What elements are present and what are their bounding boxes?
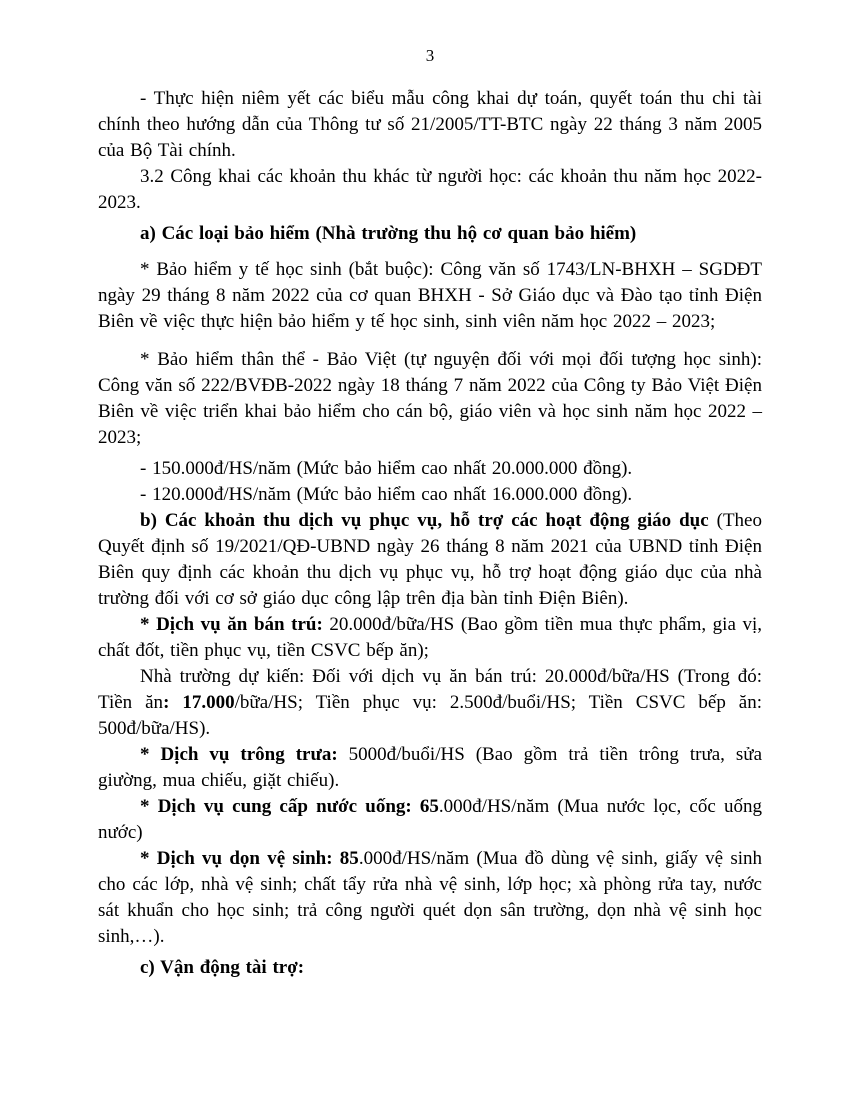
para-dich-vu-nuoc-uong <box>98 794 762 846</box>
para-bao-hiem-than-the <box>98 347 762 451</box>
text-run: * Bảo hiểm thân thể - Bảo Việt (tự nguyện đối với mọi đối tượng học sinh): Công văn số 222/BVĐB-2022 ngày 18 tháng 7 năm 2022 của Công ty Bảo Việt Điện Biên về việc triển khai bảo hiểm cho cán bộ, giáo viên và học sinh năm học 2022 – 2023; <box>98 349 762 448</box>
text-run: - 150.000đ/HS/năm (Mức bảo hiểm cao nhất 20.000.000 đồng). <box>140 458 633 479</box>
para-circular-21-2005 <box>98 86 762 164</box>
text-run: (Theo Quyết định số 19/2021/QĐ-UBND ngày 26 tháng 8 năm 2021 của UBND tỉnh Điện Biên quy định các khoản thu dịch vụ phục vụ, hỗ trợ hoạt động giáo dục của nhà trường đối với cơ sở giáo dục công lập trên địa bàn tỉnh Điện Biên). <box>98 510 762 609</box>
line-muc-phi-150 <box>98 456 762 482</box>
line-muc-phi-120 <box>98 482 762 508</box>
text-run: 20.000đ/bữa/HS (Bao gồm tiền mua thực phẩm, gia vị, chất đốt, tiền phục vụ, tiền CSVC bếp ăn); <box>98 614 762 661</box>
document-body <box>98 86 762 981</box>
text-run: .000đ/HS/năm (Mua nước lọc, cốc uống nước) <box>98 796 762 843</box>
text-run-bold: * Dịch vụ trông trưa: <box>140 744 338 765</box>
text-run: * Bảo hiểm y tế học sinh (bắt buộc): Công văn số 1743/LN-BHXH – SGDĐT ngày 29 tháng 8 năm 2022 của cơ quan BHXH - Sở Giáo dục và Đào tạo tỉnh Điện Biên về việc thực hiện bảo hiểm y tế học sinh, sinh viên năm học 2022 – 2023; <box>98 259 762 332</box>
text-run-bold: * Dịch vụ ăn bán trú: <box>140 614 323 635</box>
text-run-bold: b) Các khoản thu dịch vụ phục vụ, hỗ trợ các hoạt động giáo dục <box>140 510 709 531</box>
text-run-bold: * Dịch vụ dọn vệ sinh: 85 <box>140 848 359 869</box>
heading-a-cac-loai-bao-hiem <box>98 221 762 247</box>
text-run: 3.2 Công khai các khoản thu khác từ người học: các khoản thu năm học 2022-2023. <box>98 166 762 213</box>
para-dich-vu-don-ve-sinh <box>98 846 762 950</box>
text-run-bold: a) Các loại bảo hiểm (Nhà trường thu hộ cơ quan bảo hiểm) <box>140 223 637 244</box>
para-dich-vu-trong-trua <box>98 742 762 794</box>
text-run-bold: c) Vận động tài trợ: <box>140 957 305 978</box>
text-run: /bữa/HS; Tiền phục vụ: 2.500đ/buổi/HS; Tiền CSVC bếp ăn: 500đ/bữa/HS). <box>98 692 763 739</box>
text-run: .000đ/HS/năm (Mua đồ dùng vệ sinh, giấy vệ sinh cho các lớp, nhà vệ sinh; chất tẩy rửa nhà vệ sinh, lớp học; xà phòng rửa tay, nước sát khuẩn cho học sinh; trả công người quét dọn sân trường, dọn nhà vệ sinh học sinh,…). <box>98 848 762 947</box>
text-run: Nhà trường dự kiến: Đối với dịch vụ ăn bán trú: 20.000đ/bữa/HS (Trong đó: Tiền ăn <box>98 666 762 713</box>
heading-b-khoan-thu-dich-vu <box>98 508 762 612</box>
text-run-bold: * Dịch vụ cung cấp nước uống: 65 <box>140 796 439 817</box>
text-run: - 120.000đ/HS/năm (Mức bảo hiểm cao nhất 16.000.000 đồng). <box>140 484 633 505</box>
page-number: 3 <box>425 46 435 65</box>
para-dich-vu-an-ban-tru <box>98 612 762 664</box>
text-run: 5000đ/buổi/HS (Bao gồm trả tiền trông trưa, sửa giường, mua chiếu, giặt chiếu). <box>98 744 763 791</box>
text-run-bold: : 17.000 <box>163 692 235 713</box>
para-bao-hiem-y-te <box>98 257 762 335</box>
para-nha-truong-du-kien <box>98 664 762 742</box>
text-run: - Thực hiện niêm yết các biểu mẫu công khai dự toán, quyết toán thu chi tài chính theo hướng dẫn của Thông tư số 21/2005/TT-BTC ngày 22 tháng 3 năm 2005 của Bộ Tài chính. <box>98 88 762 161</box>
heading-c-van-dong-tai-tro <box>98 955 762 981</box>
para-3-2-cong-khai <box>98 164 762 216</box>
